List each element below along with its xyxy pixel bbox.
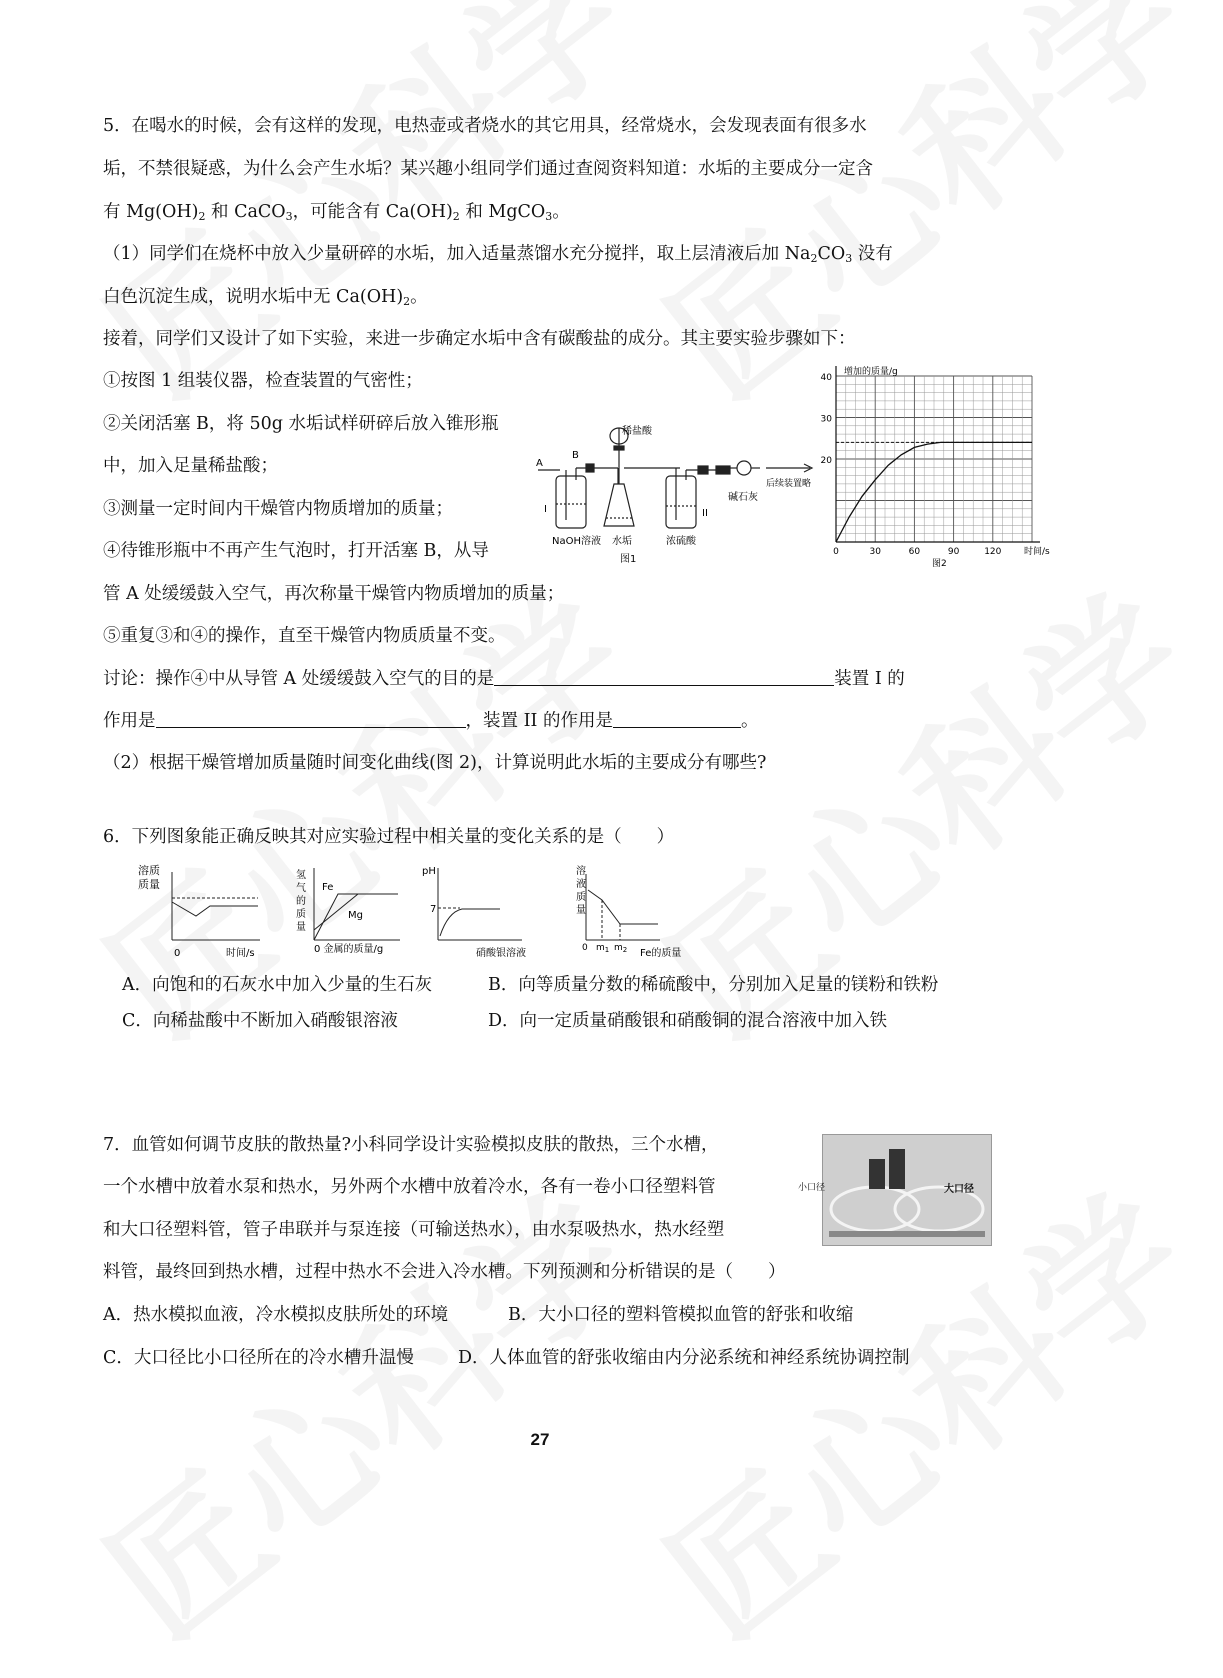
graph-b-mg: Mg [348,910,363,921]
graph-b-xlabel: 0 金属的质量/g [314,944,384,955]
q5-step-4a: ④待锥形瓶中不再产生气泡时，打开活塞 B，从导 [103,541,489,561]
graph-b-ylabel: 量 [296,922,306,933]
graph-d-ylabel: 质 [576,892,586,903]
x-tick-label: 90 [947,547,960,557]
q7-option-b: B．大小口径的塑料管模拟血管的舒张和收缩 [508,1305,854,1325]
graph-d-m2: $m_2$ [614,943,628,954]
page-number: 27 [530,1430,550,1449]
label-h2so4: 浓硫酸 [666,536,696,547]
q7-stem-line-3: 和大口径塑料管，管子串联并与泵连接（可输送热水），由水泵吸热水，热水经塑 [103,1220,725,1240]
q5-part1-line-2: 白色沉淀生成，说明水垢中无 $Ca(OH)_2$。 [103,287,428,308]
label-scale: 水垢 [612,536,632,547]
graph-c-ylabel: pH [422,866,436,877]
graph-d-xlabel: Fe的质量 [640,948,682,959]
x-tick-label: 0 [833,547,839,557]
x-tick-label: 30 [869,547,881,557]
label-soda-lime: 碱石灰 [728,492,758,503]
q5-intro: 接着，同学们又设计了如下实验，来进一步确定水垢中含有碳酸盐的成分。其主要实验步骤如下： [103,329,856,349]
figure1-caption: 图1 [620,554,637,565]
q5-stem-line-2: 垢，不禁很疑惑，为什么会产生水垢？某兴趣小组同学们通过查阅资料知道：水垢的主要成分一定含 [103,159,873,179]
q5-discussion-1: 讨论：操作④中从导管 A 处缓缓鼓入空气的目的是 装置 I 的 [103,669,905,689]
label-b: B [572,450,579,461]
label-hcl: 稀盐酸 [622,426,652,437]
x-tick-label: 60 [908,547,921,557]
q5-step-5: ⑤重复③和④的操作，直至干燥管内物质质量不变。 [103,626,506,646]
q5-part1-line-1: （1）同学们在烧杯中放入少量研碎的水垢，加入适量蒸馏水充分搅拌，取上层清液后加 $Na_2CO_3$ 没有 [103,244,893,265]
answer-blank[interactable] [613,709,741,728]
q7-option-d: D．人体血管的舒张收缩由内分泌系统和神经系统协调控制 [458,1348,910,1368]
answer-blank[interactable] [494,667,834,686]
q5-step-2a: ②关闭活塞 B，将 50g 水垢试样研碎后放入锥形瓶 [103,414,499,434]
apparatus-diagram [530,408,830,568]
graph-b-ylabel: 的 [296,896,306,907]
label-i: I [544,504,547,515]
graph-a-ylabel: 质量 [138,878,160,891]
q6-option-c: C．向稀盐酸中不断加入硝酸银溶液 [122,1011,398,1031]
figure2-caption: 图2 [932,559,947,569]
q5-step-3: ③测量一定时间内干燥管内物质增加的质量； [103,499,453,519]
label-a: A [536,458,543,469]
graph-c-xlabel: 硝酸银溶液 [476,948,526,959]
photo-label-large: 大口径 [944,1184,974,1195]
y-axis-label: 增加的质量/g [844,367,898,377]
y-tick-label: 30 [820,414,832,425]
graph-c-tick: 7 [430,904,437,915]
q7-option-c: C．大口径比小口径所在的冷水槽升温慢 [103,1348,414,1368]
x-tick-label: 120 [984,547,1002,557]
graph-a-origin: 0 [174,948,181,959]
q5-part2: （2）根据干燥管增加质量随时间变化曲线(图 2)，计算说明此水垢的主要成分有哪些? [103,753,767,773]
q5-stem-line-1: 5．在喝水的时候，会有这样的发现，电热壶或者烧水的其它用具，经常烧水，会发现表面有很多水 [103,116,867,136]
q5-discussion-2: 作用是 ，装置 II 的作用是 。 [103,711,759,731]
q5-step-4b: 管 A 处缓缓鼓入空气，再次称量干燥管内物质增加的质量； [103,584,565,604]
label-later: 后续装置略 [766,479,812,489]
q7-stem-line-4: 料管，最终回到热水槽，过程中热水不会进入冷水槽。下列预测和分析错误的是（ ） [103,1262,786,1282]
x-axis-label: 时间/s [1024,547,1050,557]
photo-label-small: 小口径 [798,1183,826,1193]
graph-d-ylabel: 溶 [576,866,586,877]
answer-blank[interactable] [156,709,466,728]
y-tick-label: 40 [820,373,832,383]
q6-option-a: A．向饱和的石灰水中加入少量的生石灰 [122,975,433,995]
label-naoh: NaOH溶液 [552,536,601,547]
q6-graphs [130,860,710,964]
q5-stem-line-3: 有 $Mg(OH)_2$ 和 CaCO$_3$，可能含有 $Ca(OH)_2$ 和 MgCO$_3$。 [103,202,570,223]
mass-time-chart [814,362,1050,569]
q7-stem-line-2: 一个水槽中放着水泵和热水，另外两个水槽中放着冷水，各有一卷小口径塑料管 [103,1177,716,1197]
y-tick-label: 20 [820,456,832,466]
graph-b-ylabel: 气 [296,883,306,894]
q5-step-1: ①按图 1 组装仪器，检查装置的气密性； [103,371,423,391]
graph-d-m1: $m_1$ [596,943,610,954]
q6-stem: 6．下列图象能正确反映其对应实验过程中相关量的变化关系的是（ ） [103,827,675,847]
graph-d-origin: 0 [582,943,588,953]
q5-step-2b: 中，加入足量稀盐酸； [103,456,278,476]
q7-stem-line-1: 7．血管如何调节皮肤的散热量?小科同学设计实验模拟皮肤的散热，三个水槽， [103,1135,719,1155]
graph-d-ylabel: 液 [576,879,586,890]
graph-b-fe: Fe [322,882,334,893]
graph-b-ylabel: 氢 [296,870,306,881]
q7-option-a: A．热水模拟血液，冷水模拟皮肤所处的环境 [103,1305,449,1325]
graph-b-ylabel: 质 [296,909,306,920]
graph-d-ylabel: 量 [576,905,586,916]
graph-a-xlabel: 时间/s [226,948,255,959]
q6-option-b: B．向等质量分数的稀硫酸中，分别加入足量的镁粉和铁粉 [488,975,939,995]
label-ii: II [702,508,708,519]
graph-a-ylabel: 溶质 [138,864,160,877]
q6-option-d: D．向一定质量硝酸银和硝酸铜的混合溶液中加入铁 [488,1011,888,1031]
